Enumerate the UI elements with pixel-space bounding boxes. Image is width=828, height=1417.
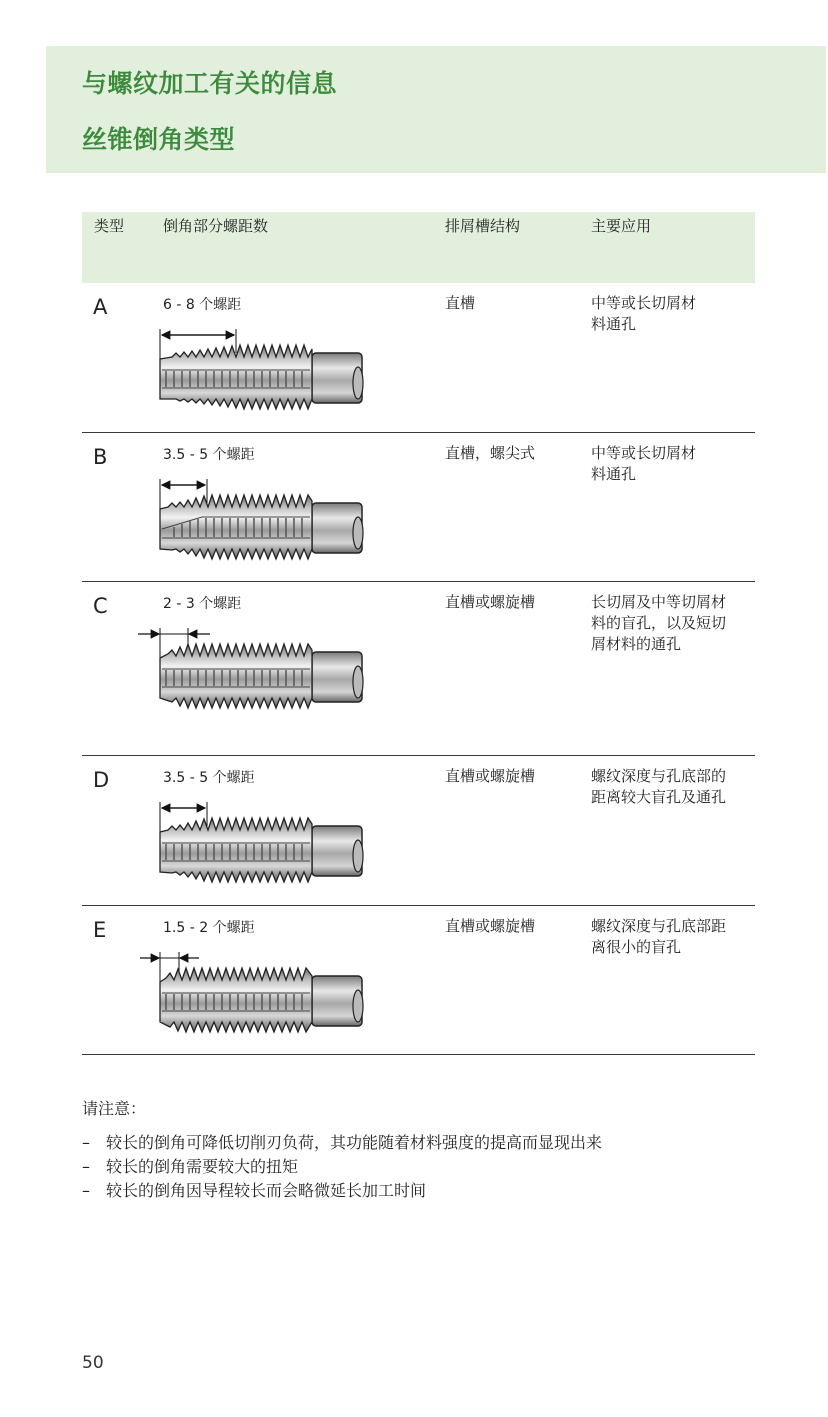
- note-item: [82, 1155, 646, 1179]
- note-text: 较长的倒角因导程较长而会略微延长加工时间: [106, 1181, 427, 1200]
- main-application: 螺纹深度与孔底部距离很小的盲孔: [591, 917, 727, 956]
- note-item: [82, 1179, 646, 1203]
- tap-drawing-d-icon: [132, 786, 402, 886]
- flute-type: 直槽或螺旋槽: [445, 767, 536, 785]
- page-title: 丝锥倒角类型: [82, 125, 236, 154]
- flute-type: 直槽或螺旋槽: [445, 593, 536, 611]
- chamfer-pitches: 3.5 - 5 个螺距: [163, 770, 255, 786]
- chamfer-pitches: 2 - 3 个螺距: [163, 596, 242, 612]
- tap-type-label: B: [93, 445, 108, 469]
- main-application: 中等或长切屑材料通孔: [591, 444, 697, 483]
- tap-type-label: A: [93, 295, 108, 319]
- chamfer-pitches: 1.5 - 2 个螺距: [163, 920, 255, 936]
- flute-type: 直槽，螺尖式: [445, 444, 536, 462]
- section-title: 与螺纹加工有关的信息: [82, 69, 338, 98]
- bullet-dash-icon: –: [82, 1157, 90, 1176]
- flute-type: 直槽或螺旋槽: [445, 917, 536, 935]
- tap-drawing-c-icon: [132, 612, 402, 712]
- bullet-dash-icon: –: [82, 1181, 90, 1200]
- page-number: 50: [82, 1353, 104, 1373]
- column-header-application: 主要应用: [591, 217, 652, 235]
- tap-drawing-a-icon: [132, 313, 402, 413]
- table-row: [82, 283, 755, 433]
- column-header-flute: 排屑槽结构: [445, 217, 521, 235]
- main-application: 螺纹深度与孔底部的距离较大盲孔及通孔: [591, 767, 727, 806]
- bullet-dash-icon: –: [82, 1133, 90, 1152]
- main-application: 中等或长切屑材料通孔: [591, 294, 697, 333]
- chamfer-pitches: 6 - 8 个螺距: [163, 297, 242, 313]
- note-text: 较长的倒角可降低切削刃负荷，其功能随着材料强度的提高而显现出来: [106, 1133, 603, 1152]
- table-row: [82, 433, 755, 582]
- table-row: [82, 582, 755, 756]
- flute-type: 直槽: [445, 294, 476, 312]
- note-text: 较长的倒角需要较大的扭矩: [106, 1157, 299, 1176]
- tap-type-label: E: [93, 918, 107, 942]
- table-row: [82, 906, 755, 1055]
- header-banner: [46, 46, 826, 173]
- note-item: [82, 1131, 646, 1155]
- notes-section: [82, 1096, 646, 1203]
- table-row: [82, 756, 755, 906]
- notes-title: 请注意：: [82, 1099, 147, 1118]
- tap-type-label: D: [93, 768, 110, 792]
- chamfer-pitches: 3.5 - 5 个螺距: [163, 447, 255, 463]
- column-header-type: 类型: [94, 217, 125, 235]
- table-header: [82, 212, 755, 283]
- main-application: 长切屑及中等切屑材料的盲孔，以及短切屑材料的通孔: [591, 593, 727, 653]
- notes-list: [82, 1131, 646, 1203]
- tap-type-label: C: [93, 594, 108, 618]
- tap-drawing-e-icon: [132, 936, 402, 1036]
- tap-drawing-b-icon: [132, 463, 402, 563]
- column-header-chamfer-pitches: 倒角部分螺距数: [163, 217, 269, 235]
